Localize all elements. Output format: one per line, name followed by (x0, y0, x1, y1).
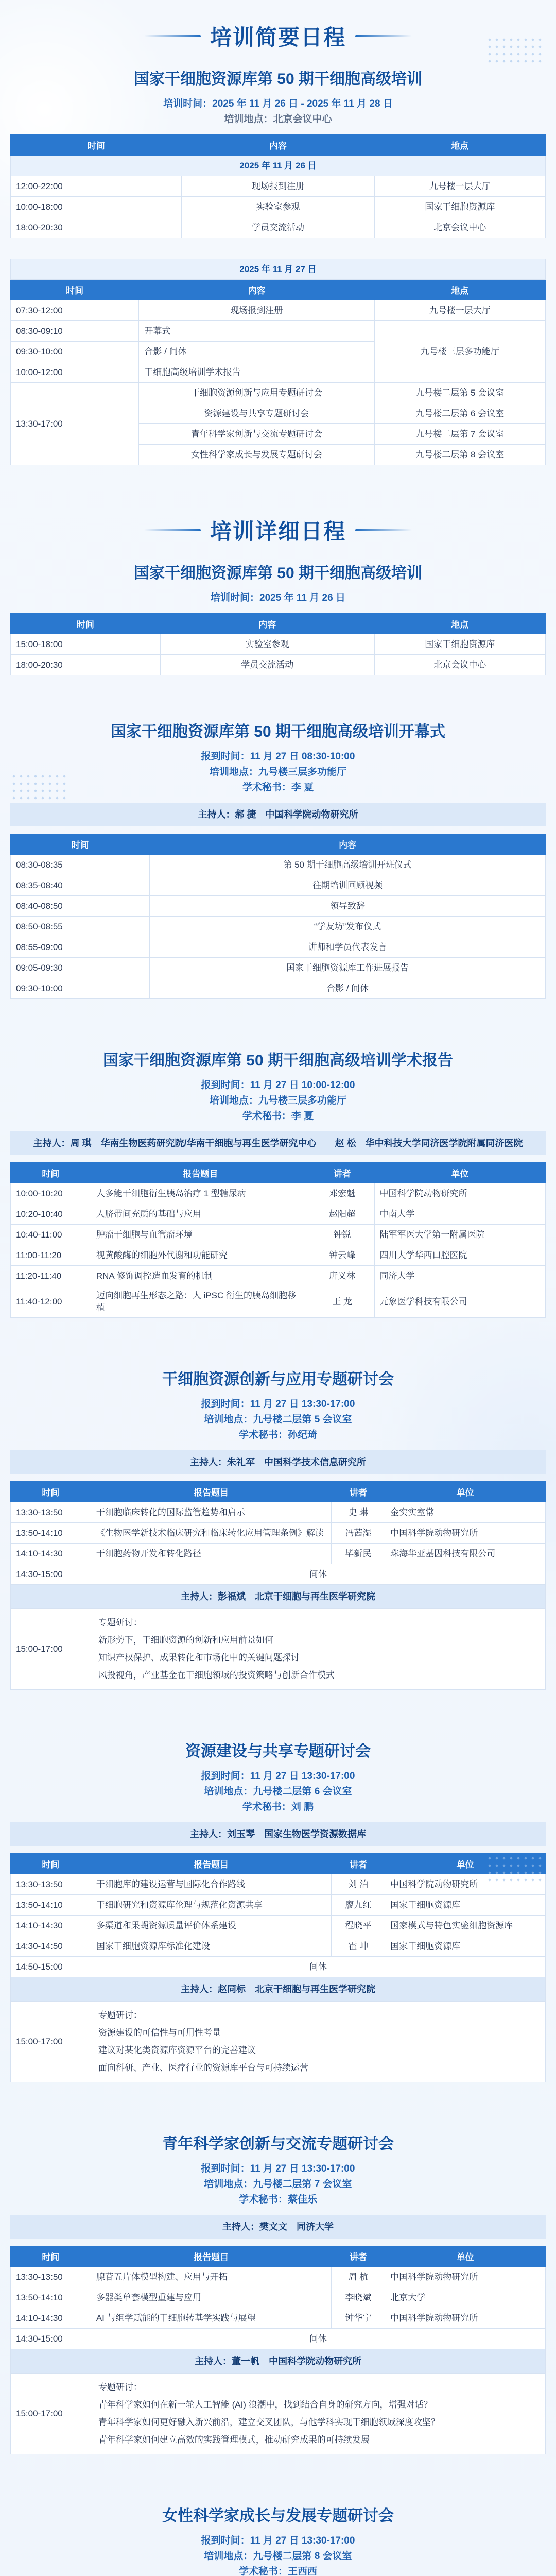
cell: 10:00-12:00 (11, 362, 139, 383)
training-place: 培训地点：北京会议中心 (224, 114, 332, 125)
secretary: 学术秘书：王西西 (238, 2566, 317, 2576)
cell: 史 琳 (332, 1502, 385, 1523)
cell: 多器类单套模型重建与应用 (91, 2287, 332, 2308)
discussion-line: 风投视角，产业基金在干细胞领域的投资策略与创新合作模式 (98, 1670, 335, 1680)
meta (10, 2161, 546, 2208)
cell: 11:00-11:20 (11, 1245, 91, 1266)
detail-section-header (0, 465, 556, 546)
decorative-dots (486, 1855, 543, 1886)
cell: 10:20-10:40 (11, 1204, 91, 1225)
workshop-resource-block (10, 1741, 546, 2082)
cell: 周 杭 (332, 2267, 385, 2287)
workshop-women-block (10, 2506, 546, 2576)
cell: 14:30-15:00 (11, 2329, 91, 2349)
cell: 实验室参观 (160, 634, 374, 655)
cell: 学员交流活动 (160, 655, 374, 675)
table-row (11, 2374, 546, 2454)
cell: RNA 修饰调控造血发育的机制 (91, 1266, 310, 1286)
column-header: 单位 (385, 2246, 546, 2267)
table-row (11, 1936, 546, 1957)
host-bar: 主持人：刘玉琴 国家生物医学资源数据库 (10, 1822, 546, 1846)
cell: 开幕式 (139, 321, 374, 342)
cell: 中国科学院动物研究所 (385, 1874, 546, 1895)
cell: 人多能干细胞衍生胰岛治疗 1 型糖尿病 (91, 1183, 310, 1204)
workshop-title: 女性科学家成长与发展专题研讨会 (162, 2507, 394, 2524)
cell: 九号楼三层多功能厅 (374, 321, 545, 383)
discussion-line: 专题研讨： (98, 2010, 142, 2020)
academic-table (10, 1162, 546, 1318)
cell: 女性科学家成长与发展专题研讨会 (139, 445, 374, 465)
table-row (11, 978, 546, 999)
cell: 北京会议中心 (374, 655, 546, 675)
date-row: 2025 年 11 月 26 日 (11, 156, 546, 176)
cell: 九号楼一层大厅 (374, 176, 546, 197)
secretary: 学术秘书：刘 鹏 (242, 1802, 314, 1812)
cell: 15:00-18:00 (11, 634, 161, 655)
cell: 15:00-17:00 (11, 2374, 91, 2454)
training-title: 国家干细胞资源库第 50 期干细胞高级培训 (133, 565, 423, 582)
secretary: 学术秘书：李 夏 (242, 782, 314, 793)
cell: 18:00-20:30 (11, 655, 161, 675)
cell: 北京大学 (385, 2287, 546, 2308)
training-time: 培训时间：2025 年 11 月 26 日 (211, 592, 345, 603)
cell: 元象医学科技有限公司 (374, 1286, 546, 1318)
cell: 九号楼一层大厅 (374, 300, 545, 321)
cell: 九号楼二层第 7 会议室 (374, 424, 545, 445)
cell: 腺苷五片体模型构建、应用与开拓 (91, 2267, 332, 2287)
cell: 讲师和学员代表发言 (150, 937, 546, 958)
report-time: 报到时间：11 月 27 日 13:30-17:00 (201, 1771, 355, 1782)
cell: 合影 / 间休 (150, 978, 546, 999)
cell: 合影 / 间休 (139, 342, 374, 362)
cell: 往期培训回顾视频 (150, 875, 546, 896)
cell: 12:00-22:00 (11, 176, 182, 197)
column-header: 讲者 (332, 1482, 385, 1502)
cell: 中国科学院动物研究所 (385, 1523, 546, 1544)
cell: 13:50-14:10 (11, 1895, 91, 1916)
cell: 迈向细胞再生形态之路：人 iPSC 衍生的胰岛细胞移植 (91, 1286, 310, 1318)
table-row (11, 1183, 546, 1204)
table-row (11, 1502, 546, 1523)
table-row (11, 1564, 546, 1585)
cell: 14:50-15:00 (11, 1957, 91, 1977)
cell: 九号楼二层第 8 会议室 (374, 445, 545, 465)
cell: 08:35-08:40 (11, 875, 150, 896)
column-header: 时间 (11, 1482, 91, 1502)
cell: 11:20-11:40 (11, 1266, 91, 1286)
discussion-line: 面向科研、产业、医疗行业的资源库平台与可持续运营 (98, 2063, 308, 2073)
discussion-line: 新形势下，干细胞资源的创新和应用前景如何 (98, 1635, 273, 1645)
decorative-dots (10, 773, 67, 804)
academic-title: 国家干细胞资源库第 50 期干细胞高级培训学术报告 (102, 1052, 454, 1069)
cell: 14:30-15:00 (11, 1564, 91, 1585)
workshop-innovation-block (10, 1369, 546, 1690)
column-header: 时间 (11, 135, 182, 156)
table-row (11, 1266, 546, 1286)
column-header: 地点 (374, 135, 546, 156)
cell: 间休 (91, 1957, 545, 1977)
meta (10, 1078, 546, 1124)
cell: 干细胞高级培训学术报告 (139, 362, 374, 383)
report-time: 报到时间：11 月 27 日 10:00-12:00 (201, 1080, 355, 1091)
cell: 九号楼二层第 6 会议室 (374, 403, 545, 424)
section-title: 培训简要日程 (210, 25, 346, 49)
cell: 10:00-10:20 (11, 1183, 91, 1204)
cell: 14:30-14:50 (11, 1936, 91, 1957)
report-time: 报到时间：11 月 27 日 13:30-17:00 (201, 2535, 355, 2546)
table-row (11, 2002, 546, 2082)
decorative-dots (486, 36, 543, 67)
column-header: 报告题目 (91, 1854, 332, 1874)
cell: 09:30-10:00 (11, 342, 139, 362)
discussion-line: 青年科学家如何在新一轮人工智能 (AI) 浪潮中，找到结合自身的研究方向，增强对话？ (98, 2400, 432, 2410)
host-bar: 主持人：董一帆 中国科学院动物研究所 (11, 2349, 546, 2374)
column-header: 内容 (182, 135, 374, 156)
column-header: 时间 (11, 834, 150, 855)
cell: 李晓斌 (332, 2287, 385, 2308)
cell: 实验室参观 (182, 197, 374, 217)
brief-table-day2 (10, 259, 546, 465)
workshop-table (10, 1853, 546, 2082)
cell: 中国科学院动物研究所 (385, 2267, 546, 2287)
table-row (11, 1874, 546, 1895)
discussion-line: 专题研讨： (98, 2382, 142, 2392)
training-place: 培训地点：九号楼二层第 7 会议室 (204, 2179, 352, 2190)
training-place: 培训地点：九号楼二层第 8 会议室 (204, 2551, 352, 2562)
cell: 钟锐 (310, 1225, 374, 1245)
table-row (11, 2329, 546, 2349)
column-header: 地点 (374, 614, 546, 634)
cell: 08:55-09:00 (11, 937, 150, 958)
cell: 13:30-17:00 (11, 383, 139, 465)
detail-table (10, 613, 546, 675)
cell: 干细胞药物开发和转化路径 (91, 1544, 332, 1564)
cell: 王 龙 (310, 1286, 374, 1318)
workshop-title: 青年科学家创新与交流专题研讨会 (162, 2136, 394, 2153)
cell: 09:05-09:30 (11, 958, 150, 978)
table-row (11, 2267, 546, 2287)
cell: 廖九红 (332, 1895, 385, 1916)
table-row (11, 1957, 546, 1977)
meta (10, 749, 546, 795)
column-header: 时间 (11, 1163, 91, 1183)
cell: 国家干细胞资源库工作进展报告 (150, 958, 546, 978)
cell: 13:30-13:50 (11, 1874, 91, 1895)
table-row (11, 1544, 546, 1564)
host-bar: 主持人：彭福斌 北京干细胞与再生医学研究院 (11, 1585, 546, 1609)
column-header: 时间 (11, 2246, 91, 2267)
cell: 干细胞资源创新与应用专题研讨会 (139, 383, 374, 403)
training-time: 培训时间：2025 年 11 月 26 日 - 2025 年 11 月 28 日 (163, 98, 393, 109)
cell: 人脐带间充质的基础与应用 (91, 1204, 310, 1225)
cell: 霍 坤 (332, 1936, 385, 1957)
cell: 国家干细胞资源库 (385, 1895, 546, 1916)
table-row (11, 958, 546, 978)
column-header: 报告题目 (91, 1163, 310, 1183)
cell: 青年科学家创新与交流专题研讨会 (139, 424, 374, 445)
cell: 北京会议中心 (374, 217, 546, 238)
column-header: 单位 (385, 1854, 546, 1874)
meta (10, 2533, 546, 2576)
cell: 07:30-12:00 (11, 300, 139, 321)
detail-block (10, 563, 546, 675)
cell: 干细胞研究和资源库伦理与规范化资源共享 (91, 1895, 332, 1916)
cell: 唐义林 (310, 1266, 374, 1286)
table-row (11, 1895, 546, 1916)
cell: 刘 泊 (332, 1874, 385, 1895)
discussion-cell (91, 2374, 545, 2454)
cell: 现场报到注册 (182, 176, 374, 197)
cell: 冯茜湿 (332, 1523, 385, 1544)
discussion-cell (91, 1609, 545, 1690)
brief-section-header (0, 0, 556, 52)
cell: 邓宏魁 (310, 1183, 374, 1204)
date-row: 2025 年 11 月 27 日 (11, 259, 546, 280)
divider (144, 35, 201, 37)
table-row (11, 634, 546, 655)
cell: 10:00-18:00 (11, 197, 182, 217)
column-header: 讲者 (310, 1163, 374, 1183)
discussion-cell (91, 2002, 545, 2082)
column-header: 时间 (11, 614, 161, 634)
table-row (11, 197, 546, 217)
table-row (11, 1225, 546, 1245)
table-row (11, 2308, 546, 2329)
cell: 资源建设与共享专题研讨会 (139, 403, 374, 424)
cell: 08:30-08:35 (11, 855, 150, 875)
meta (10, 1397, 546, 1443)
table-row (11, 300, 546, 321)
cell: 国家干细胞资源库 (374, 634, 546, 655)
column-header: 讲者 (332, 1854, 385, 1874)
training-place: 培训地点：九号楼二层第 5 会议室 (204, 1414, 352, 1425)
cell: 陆军军医大学第一附属医院 (374, 1225, 546, 1245)
workshop-table (10, 2246, 546, 2454)
cell: 间休 (91, 1564, 545, 1585)
table-row (11, 875, 546, 896)
table-row (11, 1523, 546, 1544)
table-row (11, 383, 546, 403)
table-row (11, 176, 546, 197)
training-place: 培训地点：九号楼三层多功能厅 (209, 767, 346, 777)
table-row (11, 655, 546, 675)
cell: 九号楼二层第 5 会议室 (374, 383, 545, 403)
cell: 学员交流活动 (182, 217, 374, 238)
column-header: 时间 (11, 1854, 91, 1874)
table-row (11, 1916, 546, 1936)
report-time: 报到时间：11 月 27 日 08:30-10:00 (201, 751, 355, 762)
column-header: 单位 (374, 1163, 546, 1183)
cell: 08:50-08:55 (11, 917, 150, 937)
opening-block (10, 722, 546, 999)
discussion-line: 建议对某化类资源库资源平台的完善建议 (98, 2045, 256, 2055)
cell: 14:10-14:30 (11, 1544, 91, 1564)
cell: 国家干细胞资源库 (385, 1936, 546, 1957)
cell: 10:40-11:00 (11, 1225, 91, 1245)
workshop-title: 资源建设与共享专题研讨会 (185, 1743, 371, 1760)
cell: 15:00-17:00 (11, 1609, 91, 1690)
cell: 14:10-14:30 (11, 2308, 91, 2329)
cell: 11:40-12:00 (11, 1286, 91, 1318)
workshop-title: 干细胞资源创新与应用专题研讨会 (162, 1371, 394, 1388)
opening-table (10, 834, 546, 999)
table-row (11, 1286, 546, 1318)
report-time: 报到时间：11 月 27 日 13:30-17:00 (201, 1399, 355, 1410)
brief-table-day1 (10, 134, 546, 238)
cell: 中南大学 (374, 1204, 546, 1225)
opening-title: 国家干细胞资源库第 50 期干细胞高级培训开幕式 (110, 723, 446, 740)
cell: 13:30-13:50 (11, 1502, 91, 1523)
table-row (11, 321, 546, 342)
column-header: 地点 (374, 280, 545, 300)
workshop-table (10, 1481, 546, 1690)
discussion-line: 青年科学家如何更好融入新兴前沿，建立交叉团队，与他学科实现干细胞领域深度攻坚？ (98, 2417, 440, 2427)
cell: 《生物医学新技术临床研究和临床转化应用管理条例》解读 (91, 1523, 332, 1544)
brief-block (10, 69, 546, 465)
cell: 珠海华亚基因科技有限公司 (385, 1544, 546, 1564)
discussion-line: 专题研讨： (98, 1618, 142, 1628)
cell: 钟云峰 (310, 1245, 374, 1266)
cell: 第 50 期干细胞高级培训开班仪式 (150, 855, 546, 875)
cell: 干细胞临床转化的国际监管趋势和启示 (91, 1502, 332, 1523)
table-row (11, 896, 546, 917)
training-place: 培训地点：九号楼三层多功能厅 (209, 1095, 346, 1106)
cell: 08:30-09:10 (11, 321, 139, 342)
cell: 国家干细胞资源库 (374, 197, 546, 217)
cell: 国家干细胞资源库标准化建设 (91, 1936, 332, 1957)
cell: 领导致辞 (150, 896, 546, 917)
cell: 视黄酸酶的细胞外代谢和功能研究 (91, 1245, 310, 1266)
cell: 14:10-14:30 (11, 1916, 91, 1936)
meta (10, 1769, 546, 1815)
divider (144, 529, 201, 531)
cell: 毕新民 (332, 1544, 385, 1564)
cell: 程晓平 (332, 1916, 385, 1936)
cell: 同济大学 (374, 1266, 546, 1286)
table-row (11, 1204, 546, 1225)
academic-block (10, 1050, 546, 1318)
column-header: 内容 (150, 834, 546, 855)
table-row (11, 937, 546, 958)
cell: 间休 (91, 2329, 545, 2349)
column-header: 内容 (139, 280, 374, 300)
training-place: 培训地点：九号楼二层第 6 会议室 (204, 1786, 352, 1797)
cell: 现场报到注册 (139, 300, 374, 321)
table-row (11, 217, 546, 238)
column-header: 报告题目 (91, 1482, 332, 1502)
secretary: 学术秘书：李 夏 (242, 1111, 314, 1122)
cell: 中国科学院动物研究所 (385, 2308, 546, 2329)
discussion-line: 知识产权保护、成果转化和市场化中的关键问题探讨 (98, 1653, 300, 1663)
cell: 国家模式与特色实验细胞资源库 (385, 1916, 546, 1936)
secretary: 学术秘书：蔡佳乐 (238, 2194, 317, 2205)
cell: 15:00-17:00 (11, 2002, 91, 2082)
column-header: 单位 (385, 1482, 546, 1502)
cell: 13:30-13:50 (11, 2267, 91, 2287)
cell: 干细胞库的建设运营与国际化合作路线 (91, 1874, 332, 1895)
cell: 赵阳超 (310, 1204, 374, 1225)
cell: 中国科学院动物研究所 (374, 1183, 546, 1204)
cell: 四川大学华西口腔医院 (374, 1245, 546, 1266)
secretary: 学术秘书：孙纪琦 (238, 1430, 317, 1440)
cell: “学友坊”发布仪式 (150, 917, 546, 937)
column-header: 讲者 (332, 2246, 385, 2267)
cell: 金实实室常 (385, 1502, 546, 1523)
section-title: 培训详细日程 (210, 519, 346, 544)
cell: 13:50-14:10 (11, 2287, 91, 2308)
cell: 肿瘤干细胞与血管瘤环境 (91, 1225, 310, 1245)
meta (10, 590, 546, 606)
host-bar: 主持人：周 琪 华南生物医药研究院/华南干细胞与再生医学研究中心 赵 松 华中科技大学同济医学院附属同济医院 (10, 1131, 546, 1155)
host-bar: 主持人：郝 捷 中国科学院动物研究所 (10, 803, 546, 826)
host-bar: 主持人：朱礼军 中国科学技术信息研究所 (10, 1450, 546, 1474)
cell: 钟华宁 (332, 2308, 385, 2329)
table-row (11, 2287, 546, 2308)
divider (355, 529, 412, 531)
table-row (11, 1609, 546, 1690)
host-bar: 主持人：赵同标 北京干细胞与再生医学研究院 (11, 1977, 546, 2002)
table-row (11, 1245, 546, 1266)
cell: 09:30-10:00 (11, 978, 150, 999)
cell: 多渠道和果蝇资源质量评价体系建设 (91, 1916, 332, 1936)
discussion-line: 资源建设的可信性与可用性考量 (98, 2028, 221, 2038)
workshop-young-block (10, 2134, 546, 2454)
discussion-line: 青年科学家如何建立高效的实践管理模式，推动研究成果的可持续发展 (98, 2435, 370, 2445)
cell: 13:50-14:10 (11, 1523, 91, 1544)
report-time: 报到时间：11 月 27 日 13:30-17:00 (201, 2163, 355, 2174)
cell: AI 与组学赋能的干细胞转基学实践与展望 (91, 2308, 332, 2329)
cell: 08:40-08:50 (11, 896, 150, 917)
table-row (11, 855, 546, 875)
column-header: 内容 (160, 614, 374, 634)
cell: 18:00-20:30 (11, 217, 182, 238)
column-header: 报告题目 (91, 2246, 332, 2267)
training-title: 国家干细胞资源库第 50 期干细胞高级培训 (133, 71, 423, 88)
meta (10, 96, 546, 127)
table-row (11, 917, 546, 937)
column-header: 时间 (11, 280, 139, 300)
divider (355, 35, 412, 37)
host-bar: 主持人：樊文文 同济大学 (10, 2215, 546, 2239)
